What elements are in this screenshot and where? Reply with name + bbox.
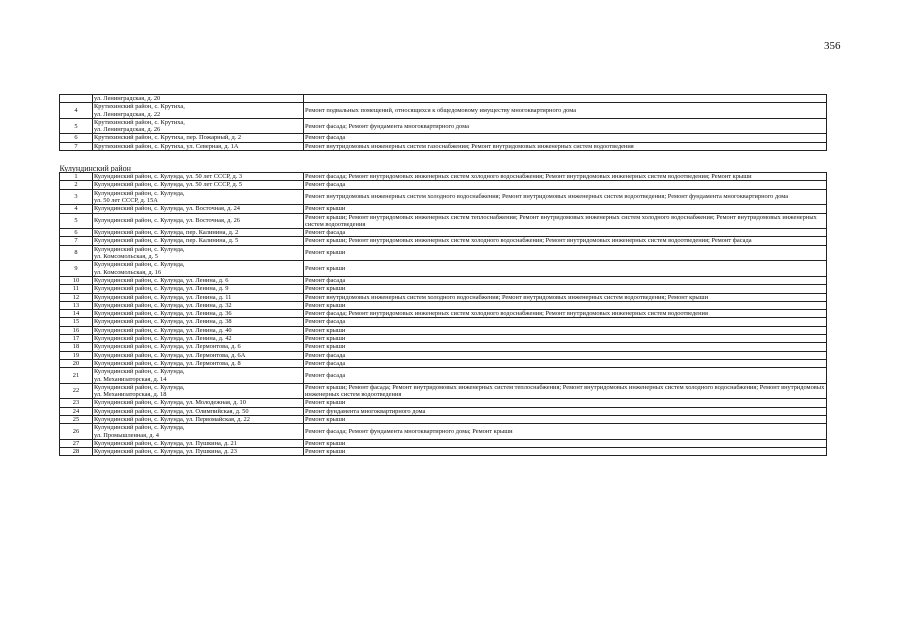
row-works: Ремонт фасада xyxy=(304,359,827,367)
row-number: 8 xyxy=(60,245,93,261)
table-row xyxy=(60,142,827,150)
row-address: ул. Ленинградская, д. 20 xyxy=(93,95,304,103)
row-works: Ремонт фундамента многоквартирного дома xyxy=(304,407,827,415)
row-works: Ремонт фасада xyxy=(304,276,827,284)
row-works: Ремонт фасада; Ремонт внутридомовых инженерных систем холодного водоснабжения; Ремонт внутридомовых инженерных систем водоотведения; Ремонт крыши xyxy=(304,173,827,181)
row-number: 12 xyxy=(60,293,93,301)
table-row xyxy=(60,245,827,261)
row-address: Кулундинский район, с. Кулунда, ул. Механизаторская, д. 14 xyxy=(93,368,304,384)
row-works: Ремонт крыши xyxy=(304,245,827,261)
row-address: Кулундинский район, с. Кулунда, ул. Восточная, д. 24 xyxy=(93,205,304,213)
row-works: Ремонт крыши; Ремонт внутридомовых инженерных систем теплоснабжения; Ремонт внутридомовых инженерных систем холодного водоснабжения; Ремонт внутридомовых инженерных систем водоотведения xyxy=(304,213,827,229)
row-works: Ремонт крыши xyxy=(304,261,827,277)
row-number: 6 xyxy=(60,134,93,142)
row-address: Кулундинский район, с. Кулунда, ул. Комсомольская, д. 5 xyxy=(93,245,304,261)
row-number: 9 xyxy=(60,261,93,277)
row-address: Кулундинский район, с. Кулунда, ул. Ленина, д. 42 xyxy=(93,335,304,343)
row-works: Ремонт фасада; Ремонт фундамента многоквартирного дома; Ремонт крыши xyxy=(304,424,827,440)
table-row xyxy=(60,351,827,359)
row-number: 17 xyxy=(60,335,93,343)
row-address: Кулундинский район, с. Кулунда, ул. Молодежная, д. 10 xyxy=(93,399,304,407)
row-address: Кулундинский район, с. Кулунда, ул. Ленина, д. 6 xyxy=(93,276,304,284)
row-works: Ремонт внутридомовых инженерных систем холодного водоснабжения; Ремонт внутридомовых инженерных систем водоотведения; Ремонт крыши xyxy=(304,293,827,301)
row-works: Ремонт крыши xyxy=(304,439,827,447)
row-address: Кулундинский район, с. Кулунда, пер. Калинина, д. 5 xyxy=(93,237,304,245)
row-works: Ремонт крыши xyxy=(304,448,827,456)
row-number: 21 xyxy=(60,368,93,384)
row-address: Кулундинский район, с. Кулунда, ул. Пушкина, д. 21 xyxy=(93,439,304,447)
row-address: Кулундинский район, с. Кулунда, ул. 50 лет СССР, д. 15А xyxy=(93,189,304,205)
row-number: 6 xyxy=(60,229,93,237)
row-address: Кулундинский район, с. Кулунда, ул. Лермонтова, д. 6А xyxy=(93,351,304,359)
row-address: Кулундинский район, с. Кулунда, ул. 50 лет СССР, д. 5 xyxy=(93,181,304,189)
row-number: 20 xyxy=(60,359,93,367)
table-row xyxy=(60,237,827,245)
table-body xyxy=(60,95,827,456)
row-number: 15 xyxy=(60,318,93,326)
row-works: Ремонт фасада xyxy=(304,351,827,359)
section-row xyxy=(60,157,827,173)
row-works: Ремонт фасада; Ремонт фундамента многоквартирного дома xyxy=(304,118,827,134)
table-row xyxy=(60,181,827,189)
row-number: 5 xyxy=(60,213,93,229)
row-address: Кулундинский район, с. Кулунда, ул. Олимпийская, д. 50 xyxy=(93,407,304,415)
document-table-wrapper xyxy=(59,94,827,456)
row-number: 4 xyxy=(60,205,93,213)
row-number xyxy=(60,95,93,103)
row-number: 13 xyxy=(60,301,93,309)
table-row xyxy=(60,439,827,447)
row-number: 4 xyxy=(60,103,93,119)
row-number: 14 xyxy=(60,310,93,318)
row-address: Кулундинский район, с. Кулунда, ул. Ленина, д. 40 xyxy=(93,326,304,334)
row-works: Ремонт подвальных помещений, относящихся к общедомовому имуществу многоквартирного дома xyxy=(304,103,827,119)
row-works: Ремонт крыши xyxy=(304,205,827,213)
row-address: Кулундинский район, с. Кулунда, ул. Комсомольская, д. 16 xyxy=(93,261,304,277)
row-address: Кулундинский район, с. Кулунда, ул. Механизаторская, д. 18 xyxy=(93,383,304,399)
table-row xyxy=(60,205,827,213)
table-row xyxy=(60,343,827,351)
row-works: Ремонт фасада xyxy=(304,134,827,142)
row-address: Кулундинский район, с. Кулунда, ул. Лермонтова, д. 6 xyxy=(93,343,304,351)
row-works: Ремонт крыши; Ремонт фасада; Ремонт внутридомовых инженерных систем теплоснабжения; Ремонт внутридомовых инженерных систем холодного водоснабжения; Ремонт внутридомовых инженерных систем водоотведения xyxy=(304,383,827,399)
row-number: 19 xyxy=(60,351,93,359)
row-number: 26 xyxy=(60,424,93,440)
row-works: Ремонт крыши xyxy=(304,415,827,423)
row-number: 10 xyxy=(60,276,93,284)
row-number: 23 xyxy=(60,399,93,407)
table-row xyxy=(60,407,827,415)
row-address: Кулундинский район, с. Кулунда, ул. Ленина, д. 38 xyxy=(93,318,304,326)
row-works: Ремонт фасада xyxy=(304,181,827,189)
row-works: Ремонт крыши xyxy=(304,285,827,293)
row-works: Ремонт крыши; Ремонт внутридомовых инженерных систем холодного водоснабжения; Ремонт внутридомовых инженерных систем водоотведения; Ремонт фасада xyxy=(304,237,827,245)
row-number: 5 xyxy=(60,118,93,134)
table-row xyxy=(60,261,827,277)
row-number: 16 xyxy=(60,326,93,334)
table-row xyxy=(60,359,827,367)
table-row xyxy=(60,424,827,440)
row-address: Крутихинский район, с. Крутиха, ул. Северная, д. 1А xyxy=(93,142,304,150)
row-number: 25 xyxy=(60,415,93,423)
row-address: Кулундинский район, с. Кулунда, ул. Промышленная, д. 4 xyxy=(93,424,304,440)
row-address: Кулундинский район, с. Кулунда, ул. Ленина, д. 11 xyxy=(93,293,304,301)
row-address: Кулундинский район, с. Кулунда, ул. Ленина, д. 32 xyxy=(93,301,304,309)
table-row xyxy=(60,95,827,103)
row-works: Ремонт фасада xyxy=(304,318,827,326)
row-address: Кулундинский район, с. Кулунда, пер. Калинина, д. 2 xyxy=(93,229,304,237)
row-works: Ремонт фасада xyxy=(304,368,827,384)
table-row xyxy=(60,229,827,237)
table-row xyxy=(60,399,827,407)
repair-works-table xyxy=(59,94,827,456)
row-number: 11 xyxy=(60,285,93,293)
table-row xyxy=(60,318,827,326)
row-number: 24 xyxy=(60,407,93,415)
row-number: 3 xyxy=(60,189,93,205)
table-row xyxy=(60,118,827,134)
row-number: 7 xyxy=(60,237,93,245)
row-number: 1 xyxy=(60,173,93,181)
row-works: Ремонт крыши xyxy=(304,399,827,407)
table-row xyxy=(60,189,827,205)
table-row xyxy=(60,103,827,119)
row-address: Кулундинский район, с. Кулунда, ул. Восточная, д. 26 xyxy=(93,213,304,229)
row-works: Ремонт фасада xyxy=(304,229,827,237)
row-works xyxy=(304,95,827,103)
table-row xyxy=(60,276,827,284)
table-row xyxy=(60,285,827,293)
table-row xyxy=(60,368,827,384)
row-works: Ремонт крыши xyxy=(304,343,827,351)
row-address: Кулундинский район, с. Кулунда, ул. Пушкина, д. 23 xyxy=(93,448,304,456)
table-row xyxy=(60,301,827,309)
row-works: Ремонт внутридомовых инженерных систем газоснабжения; Ремонт внутридомовых инженерных систем водоотведения xyxy=(304,142,827,150)
row-number: 22 xyxy=(60,383,93,399)
row-works: Ремонт крыши xyxy=(304,335,827,343)
row-address: Крутихинский район, с. Крутиха, ул. Ленинградская, д. 26 xyxy=(93,118,304,134)
row-works: Ремонт фасада; Ремонт внутридомовых инженерных систем холодного водоснабжения; Ремонт внутридомовых инженерных систем водоотведения xyxy=(304,310,827,318)
table-row xyxy=(60,173,827,181)
section-title: Кулундинский район xyxy=(59,163,131,173)
table-row xyxy=(60,448,827,456)
row-works: Ремонт внутридомовых инженерных систем холодного водоснабжения; Ремонт внутридомовых инженерных систем водоотведения; Ремонт фундамента многоквартирного дома xyxy=(304,189,827,205)
row-address: Крутихинский район, с. Крутиха, пер. Пожарный, д. 2 xyxy=(93,134,304,142)
row-address: Кулундинский район, с. Кулунда, ул. Лермонтова, д. 8 xyxy=(93,359,304,367)
table-row xyxy=(60,326,827,334)
row-address: Кулундинский район, с. Кулунда, ул. 50 лет СССР, д. 3 xyxy=(93,173,304,181)
table-row xyxy=(60,310,827,318)
table-row xyxy=(60,293,827,301)
row-works: Ремонт крыши xyxy=(304,301,827,309)
page-number: 356 xyxy=(824,40,841,52)
row-address: Кулундинский район, с. Кулунда, ул. Первомайская, д. 22 xyxy=(93,415,304,423)
table-row xyxy=(60,213,827,229)
table-row xyxy=(60,383,827,399)
row-number: 2 xyxy=(60,181,93,189)
table-row xyxy=(60,134,827,142)
row-address: Крутихинский район, с. Крутиха, ул. Ленинградская, д. 22 xyxy=(93,103,304,119)
table-row xyxy=(60,335,827,343)
row-number: 28 xyxy=(60,448,93,456)
row-number: 7 xyxy=(60,142,93,150)
row-number: 27 xyxy=(60,439,93,447)
table-row xyxy=(60,415,827,423)
row-works: Ремонт крыши xyxy=(304,326,827,334)
row-address: Кулундинский район, с. Кулунда, ул. Ленина, д. 36 xyxy=(93,310,304,318)
row-address: Кулундинский район, с. Кулунда, ул. Ленина, д. 9 xyxy=(93,285,304,293)
row-number: 18 xyxy=(60,343,93,351)
